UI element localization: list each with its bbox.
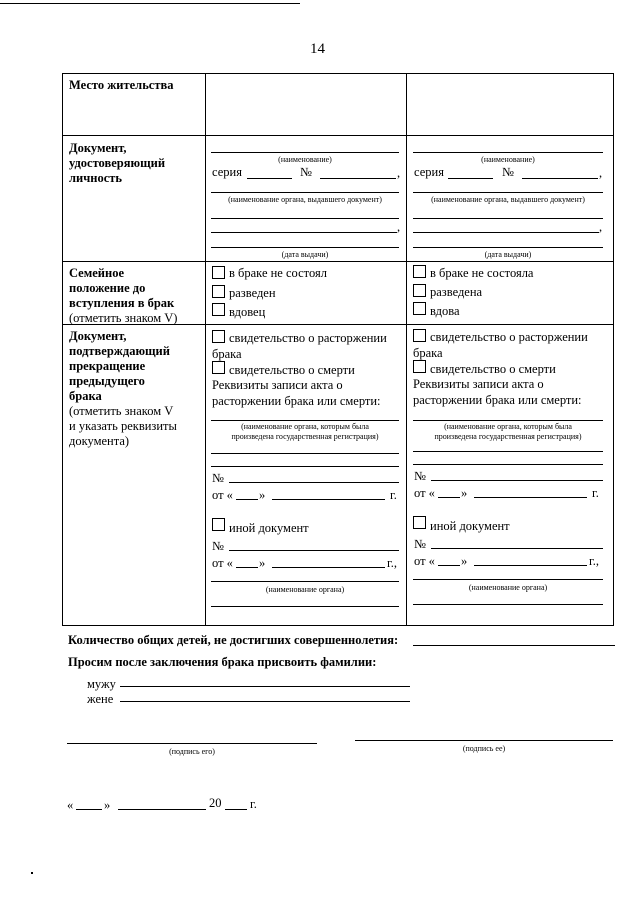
identity-label: Документ, удостоверяющий личность bbox=[69, 141, 166, 185]
his-issuer-comma: , bbox=[397, 220, 401, 234]
children-count-label: Количество общих детей, не достигших совершеннолетия: bbox=[68, 633, 399, 647]
her-number-label: № bbox=[502, 165, 514, 179]
his-reg-org-line[interactable] bbox=[211, 420, 399, 421]
his-other-date-mid: » bbox=[259, 556, 266, 570]
top-edge-line bbox=[0, 3, 300, 4]
her-number-line[interactable] bbox=[522, 178, 598, 179]
his-other-number-line[interactable] bbox=[229, 550, 399, 551]
his-other-org-caption: (наименование органа) bbox=[265, 585, 345, 594]
his-divorced-checkbox[interactable] bbox=[212, 285, 225, 298]
her-divorced-label: разведена bbox=[430, 285, 483, 299]
her-date-caption: (дата выдачи) bbox=[484, 250, 532, 259]
her-act-label-2: расторжении брака или смерти: bbox=[413, 393, 582, 407]
her-act-date-mid: » bbox=[461, 486, 468, 500]
his-series-comma: , bbox=[397, 166, 401, 180]
table-top-border bbox=[62, 73, 614, 74]
her-reg-org-line[interactable] bbox=[413, 420, 603, 421]
her-other-year-suffix: г., bbox=[589, 554, 599, 568]
his-other-month-line[interactable] bbox=[272, 567, 385, 568]
marital-label: Семейное положение до вступления в брак (отметить знаком V) bbox=[69, 266, 178, 325]
husband-surname-line[interactable] bbox=[120, 686, 410, 687]
her-other-org-caption: (наименование органа) bbox=[468, 583, 548, 592]
her-other-doc-checkbox[interactable] bbox=[413, 516, 426, 529]
her-date-line[interactable] bbox=[413, 247, 603, 248]
his-act-number-label: № bbox=[212, 471, 224, 485]
her-issuer-caption: (наименование органа, выдавшего документ) bbox=[431, 195, 585, 204]
his-act-year-suffix: г. bbox=[390, 488, 397, 502]
his-act-label-2: расторжении брака или смерти: bbox=[212, 394, 381, 408]
her-other-doc-label: иной документ bbox=[430, 519, 510, 533]
her-act-number-label: № bbox=[414, 469, 426, 483]
his-reg-org-caption: (наименование органа, которым была произведена государственная регистрация) bbox=[231, 422, 379, 441]
her-other-day-line[interactable] bbox=[438, 565, 460, 566]
his-divorce-cert-label-2: брака bbox=[212, 347, 242, 361]
his-doc-name-caption: (наименование) bbox=[278, 155, 332, 164]
column-divider-1 bbox=[205, 73, 206, 625]
her-series-line[interactable] bbox=[448, 178, 493, 179]
her-other-date-from: от « bbox=[414, 554, 435, 568]
his-other-date-from: от « bbox=[212, 556, 233, 570]
her-issuer-line-2[interactable] bbox=[413, 218, 603, 219]
his-issuer-line[interactable] bbox=[211, 192, 399, 193]
scan-speck bbox=[31, 872, 33, 874]
his-reg-org-line-3[interactable] bbox=[211, 466, 399, 467]
her-divorce-cert-label-2: брака bbox=[413, 346, 443, 360]
her-other-org-line-2[interactable] bbox=[413, 604, 603, 605]
his-series-line[interactable] bbox=[247, 178, 292, 179]
date-close-quote: » bbox=[104, 798, 111, 812]
her-reg-org-line-3[interactable] bbox=[413, 464, 603, 465]
his-other-doc-checkbox[interactable] bbox=[212, 518, 225, 531]
her-other-number-label: № bbox=[414, 537, 426, 551]
date-year-suffix: г. bbox=[250, 797, 257, 811]
table-right-border bbox=[613, 73, 614, 625]
her-act-date-from: от « bbox=[414, 486, 435, 500]
table-left-border bbox=[62, 73, 63, 625]
her-series-label: серия bbox=[414, 165, 444, 179]
her-signature-caption: (подпись ее) bbox=[462, 744, 506, 753]
his-act-day-line[interactable] bbox=[236, 499, 258, 500]
his-other-doc-label: иной документ bbox=[229, 521, 309, 535]
date-day-line[interactable] bbox=[76, 809, 102, 810]
his-signature-caption: (подпись его) bbox=[169, 747, 215, 756]
her-widow-label: вдова bbox=[430, 304, 460, 318]
his-other-number-label: № bbox=[212, 539, 224, 553]
his-widower-checkbox[interactable] bbox=[212, 303, 225, 316]
her-not-married-label: в браке не состояла bbox=[430, 266, 534, 280]
her-act-day-line[interactable] bbox=[438, 497, 460, 498]
his-other-org-line-2[interactable] bbox=[211, 606, 399, 607]
her-signature-line[interactable] bbox=[355, 740, 613, 741]
her-not-married-checkbox[interactable] bbox=[413, 265, 426, 278]
row-divider-2 bbox=[62, 261, 614, 262]
his-act-number-line[interactable] bbox=[229, 482, 399, 483]
row-divider-1 bbox=[62, 135, 614, 136]
her-reg-org-caption: (наименование органа, которым была произведена государственная регистрация) bbox=[434, 422, 582, 441]
residence-label: Место жительства bbox=[69, 78, 174, 92]
his-series-label: серия bbox=[212, 165, 242, 179]
her-other-number-line[interactable] bbox=[431, 548, 603, 549]
his-date-caption: (дата выдачи) bbox=[281, 250, 329, 259]
his-other-year-suffix: г., bbox=[387, 556, 397, 570]
his-issuer-caption: (наименование органа, выдавшего документ) bbox=[228, 195, 382, 204]
her-issuer-line[interactable] bbox=[413, 192, 603, 193]
his-issuer-line-3[interactable] bbox=[211, 232, 397, 233]
his-divorce-cert-label: свидетельство о расторжении bbox=[229, 331, 387, 345]
his-divorced-label: разведен bbox=[229, 286, 276, 300]
her-death-cert-label: свидетельство о смерти bbox=[430, 362, 556, 376]
his-divorce-cert-checkbox[interactable] bbox=[212, 330, 225, 343]
his-signature-line[interactable] bbox=[67, 743, 317, 744]
her-divorced-checkbox[interactable] bbox=[413, 284, 426, 297]
her-issuer-comma: , bbox=[599, 220, 603, 234]
his-not-married-checkbox[interactable] bbox=[212, 266, 225, 279]
her-doc-name-caption: (наименование) bbox=[481, 155, 535, 164]
his-act-month-line[interactable] bbox=[272, 499, 385, 500]
his-number-line[interactable] bbox=[320, 178, 396, 179]
column-divider-2 bbox=[406, 73, 407, 625]
his-death-cert-label: свидетельство о смерти bbox=[229, 363, 355, 377]
wife-surname-line[interactable] bbox=[120, 701, 410, 702]
his-widower-label: вдовец bbox=[229, 305, 266, 319]
date-month-line[interactable] bbox=[118, 809, 206, 810]
husband-label: мужу bbox=[87, 677, 116, 691]
wife-label: жене bbox=[87, 692, 114, 706]
his-number-label: № bbox=[300, 165, 312, 179]
his-date-line[interactable] bbox=[211, 247, 399, 248]
her-act-year-suffix: г. bbox=[592, 486, 599, 500]
her-other-org-line[interactable] bbox=[413, 579, 603, 580]
her-reg-org-line-2[interactable] bbox=[413, 451, 603, 452]
page-number: 14 bbox=[310, 41, 325, 57]
termination-label: Документ, подтверждающий прекращение предыдущего брака (отметить знаком V и указать реквизиты документа) bbox=[69, 329, 177, 448]
date-year-prefix: 20 bbox=[209, 796, 222, 810]
his-act-label-1: Реквизиты записи акта о bbox=[212, 378, 343, 392]
his-reg-org-line-2[interactable] bbox=[211, 453, 399, 454]
her-act-label-1: Реквизиты записи акта о bbox=[413, 377, 544, 391]
his-act-date-mid: » bbox=[259, 488, 266, 502]
her-issuer-line-3[interactable] bbox=[413, 232, 599, 233]
his-issuer-line-2[interactable] bbox=[211, 218, 399, 219]
his-doc-name-line[interactable] bbox=[211, 152, 399, 153]
her-other-date-mid: » bbox=[461, 554, 468, 568]
children-count-line[interactable] bbox=[413, 645, 615, 646]
his-other-day-line[interactable] bbox=[236, 567, 258, 568]
her-death-cert-checkbox[interactable] bbox=[413, 360, 426, 373]
her-divorce-cert-checkbox[interactable] bbox=[413, 329, 426, 342]
his-act-date-from: от « bbox=[212, 488, 233, 502]
surnames-label: Просим после заключения брака присвоить фамилии: bbox=[68, 655, 377, 669]
her-widow-checkbox[interactable] bbox=[413, 302, 426, 315]
her-act-number-line[interactable] bbox=[431, 480, 603, 481]
his-death-cert-checkbox[interactable] bbox=[212, 361, 225, 374]
her-act-month-line[interactable] bbox=[474, 497, 587, 498]
his-other-org-line[interactable] bbox=[211, 581, 399, 582]
her-doc-name-line[interactable] bbox=[413, 152, 603, 153]
date-year-line[interactable] bbox=[225, 809, 247, 810]
his-not-married-label: в браке не состоял bbox=[229, 266, 327, 280]
date-open-quote: « bbox=[67, 798, 74, 812]
her-divorce-cert-label: свидетельство о расторжении bbox=[430, 330, 588, 344]
her-series-comma: , bbox=[599, 166, 603, 180]
her-other-month-line[interactable] bbox=[474, 565, 587, 566]
table-bottom-border bbox=[62, 625, 614, 626]
